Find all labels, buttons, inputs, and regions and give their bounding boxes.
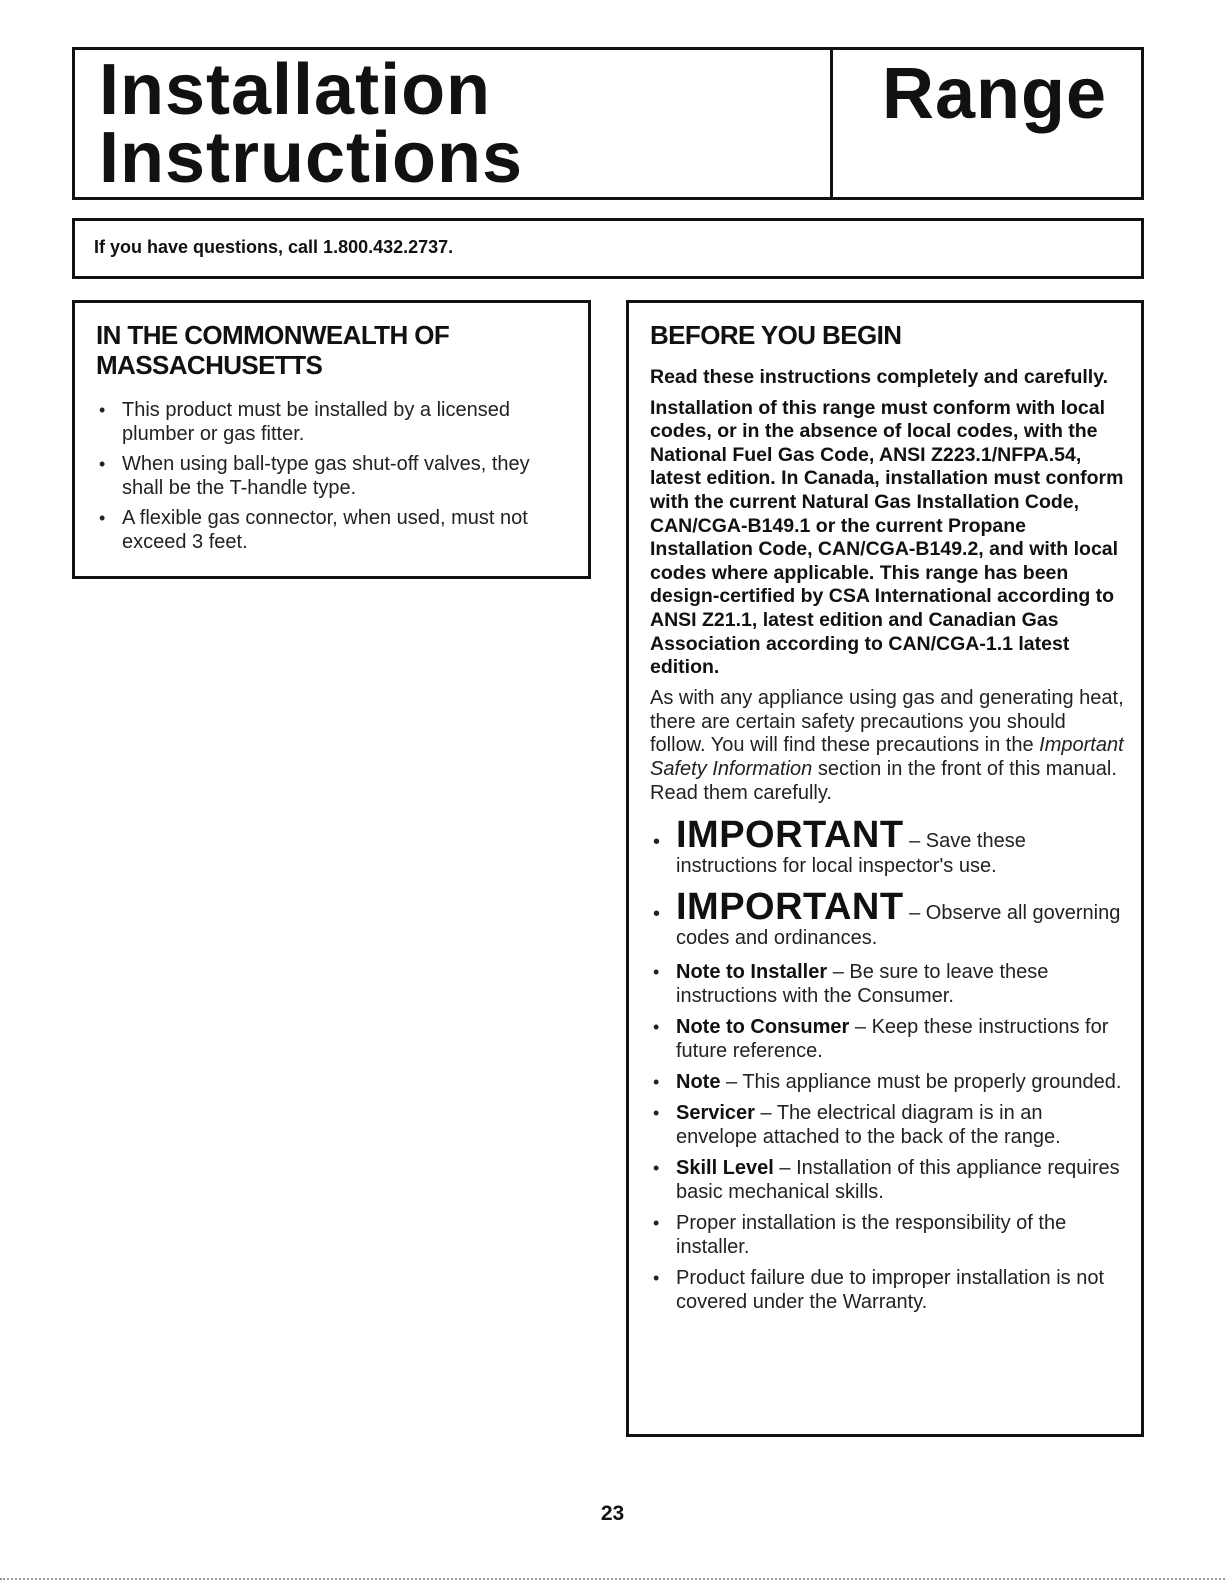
note-item xyxy=(650,1266,1126,1314)
safety-paragraph-text: As with any appliance using gas and generating heat, there are certain safety precautions you should follow. You will find these precautions in the xyxy=(650,686,1124,757)
questions-phone-text: If you have questions, call 1.800.432.2737. xyxy=(94,237,454,257)
important-text: – Observe all governing codes and ordinances. xyxy=(676,901,1121,949)
before-you-begin-heading: BEFORE YOU BEGIN xyxy=(650,320,902,350)
product-title: Range xyxy=(882,54,1108,134)
codes-paragraph: Installation of this range must conform with local codes, or in the absence of local codes, with the National Fuel Gas Code, ANSI Z223.1/NFPA.54, latest edition. In Canada, installation must conform with the current Natural Gas Installation Code, CAN/CGA-B149.1 or the current Propane Installation Code, CAN/CGA-B149.2, and with local codes where applicable. This range has been design-certified by CSA International according to ANSI Z21.1, latest edition and Canadian Gas Association according to CAN/CGA-1.1 latest edition. xyxy=(650,396,1124,679)
note-text: – Be sure to leave these instructions with the Consumer. xyxy=(676,960,1049,1007)
list-item: • When using ball-type gas shut-off valves, they shall be the T-handle type. xyxy=(96,452,576,500)
important-item xyxy=(650,813,1126,878)
note-item xyxy=(650,1070,1126,1094)
note-label: Note xyxy=(676,1070,721,1093)
list-item: • A flexible gas connector, when used, must not exceed 3 feet. xyxy=(96,506,576,554)
note-item xyxy=(650,1015,1126,1063)
note-item xyxy=(650,960,1126,1008)
note-text: Proper installation is the responsibility of the installer. xyxy=(676,1211,1067,1258)
note-text: – Installation of this appliance requires basic mechanical skills. xyxy=(676,1156,1120,1203)
note-text: – The electrical diagram is in an envelope attached to the back of the range. xyxy=(676,1101,1061,1148)
main-title xyxy=(99,50,524,198)
important-text: – Save these instructions for local inspector's use. xyxy=(676,829,1026,877)
questions-box xyxy=(72,218,1144,279)
important-label: IMPORTANT xyxy=(676,813,904,856)
main-title-line-2: Instructions xyxy=(99,118,524,198)
note-item xyxy=(650,1211,1126,1259)
safety-paragraph-text-end: section in the front of this manual. Read them carefully. xyxy=(650,758,1117,804)
massachusetts-heading: IN THE COMMONWEALTH OF MASSACHUSETTS xyxy=(96,320,450,380)
massachusetts-list xyxy=(96,398,576,560)
header-divider xyxy=(830,50,833,197)
important-label: IMPORTANT xyxy=(676,885,904,928)
before-you-begin-content xyxy=(650,366,1126,1321)
note-item xyxy=(650,1101,1126,1149)
before-you-begin-box xyxy=(626,300,1144,1437)
list-item: • This product must be installed by a licensed plumber or gas fitter. xyxy=(96,398,576,446)
page-number: 23 xyxy=(600,1502,625,1525)
read-instructions-paragraph: Read these instructions completely and carefully. xyxy=(650,366,1109,388)
note-text: – Keep these instructions for future reference. xyxy=(676,1015,1109,1062)
safety-section-reference: Important Safety Information xyxy=(650,734,1124,781)
note-label: Servicer xyxy=(676,1101,755,1124)
note-item xyxy=(650,1156,1126,1204)
note-label: Note to Installer xyxy=(676,960,828,983)
important-item xyxy=(650,885,1126,950)
note-label: Note to Consumer xyxy=(676,1015,850,1038)
note-label: Skill Level xyxy=(676,1156,774,1179)
safety-paragraph xyxy=(650,687,1126,806)
massachusetts-notice-box xyxy=(72,300,591,579)
notes-list xyxy=(650,960,1126,1314)
note-text: Product failure due to improper installation is not covered under the Warranty. xyxy=(676,1266,1105,1313)
note-text: – This appliance must be properly grounded. xyxy=(720,1070,1122,1093)
main-title-line-1: Installation xyxy=(99,50,492,130)
important-list xyxy=(650,813,1126,950)
header-box xyxy=(72,47,1144,200)
bottom-dotted-rule xyxy=(0,1578,1225,1580)
